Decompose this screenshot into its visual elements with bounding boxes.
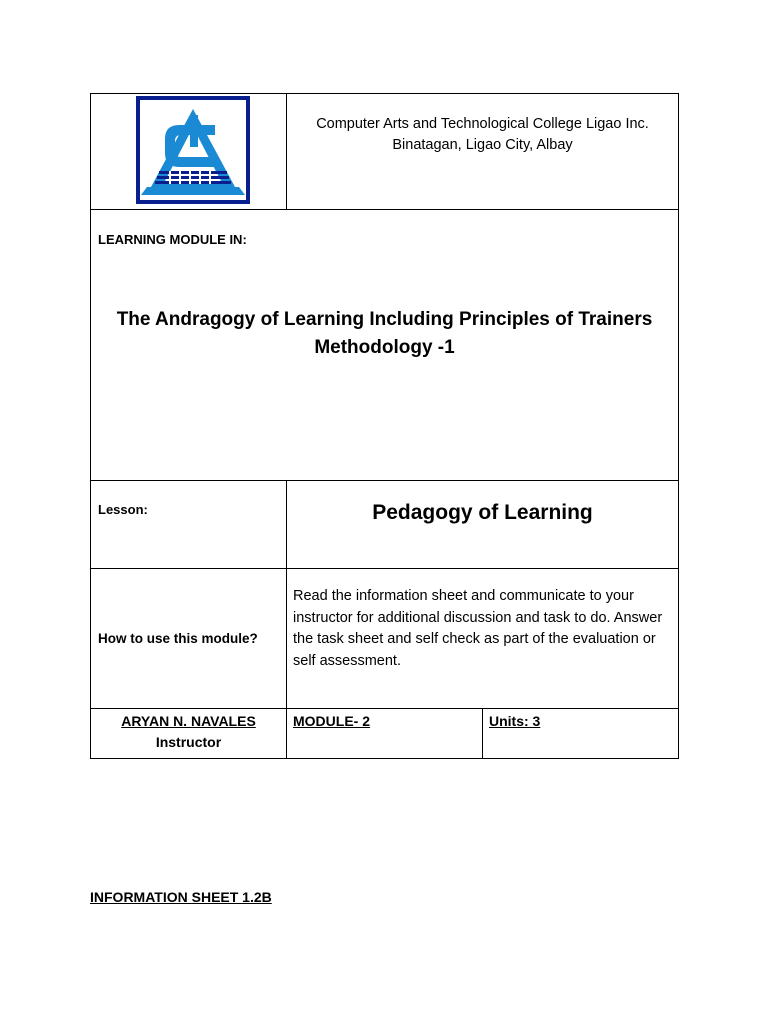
logo-cell bbox=[91, 94, 287, 210]
lesson-label: Lesson: bbox=[91, 481, 287, 569]
college-logo-icon bbox=[135, 95, 251, 205]
units: Units: 3 bbox=[483, 709, 679, 759]
information-sheet-heading: INFORMATION SHEET 1.2B bbox=[90, 889, 272, 905]
college-name: Computer Arts and Technological College Ligao Inc. bbox=[316, 116, 649, 132]
how-to-text: Read the information sheet and communicate to your instructor for additional discussion and task to do. Answer the task sheet and self check as part of the evaluation or self assessment. bbox=[287, 569, 679, 709]
instructor-name: ARYAN N. NAVALES bbox=[121, 713, 256, 729]
instructor-cell bbox=[91, 709, 287, 759]
module-label: LEARNING MODULE IN: bbox=[98, 232, 247, 247]
module-row bbox=[91, 210, 679, 481]
header-row bbox=[91, 94, 679, 210]
module-cell bbox=[91, 210, 679, 481]
module-title: The Andragogy of Learning Including Principles of Trainers Methodology -1 bbox=[116, 309, 653, 358]
instructor-role: Instructor bbox=[155, 734, 222, 750]
how-to-row bbox=[91, 569, 679, 709]
how-to-label: How to use this module? bbox=[91, 569, 287, 709]
college-address: Binatagan, Ligao City, Albay bbox=[392, 137, 573, 153]
lesson-title: Pedagogy of Learning bbox=[287, 481, 679, 569]
lesson-row bbox=[91, 481, 679, 569]
module-cover-table bbox=[90, 93, 679, 759]
college-info-cell bbox=[287, 94, 679, 210]
module-number: MODULE- 2 bbox=[287, 709, 483, 759]
instructor-row bbox=[91, 709, 679, 759]
